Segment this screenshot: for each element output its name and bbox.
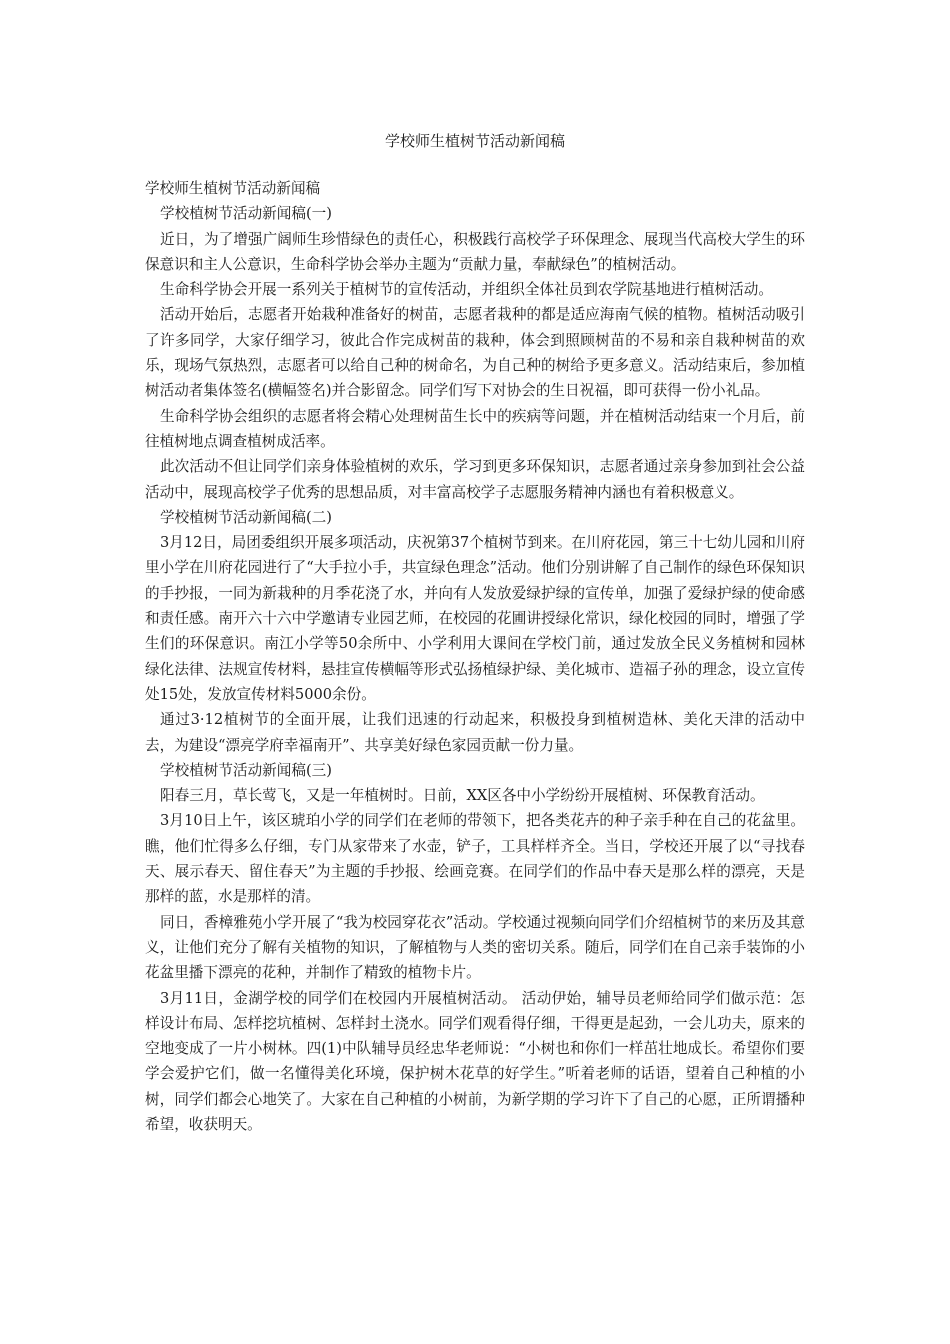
document-body xyxy=(145,176,805,1137)
paragraph: 阳春三月，草长莺飞，又是一年植树时。日前，XX区各中小学纷纷开展植树、环保教育活动。 xyxy=(160,787,765,805)
paragraph: 生命科学协会组织的志愿者将会精心处理树苗生长中的疾病等问题，并在植树活动结束一个月后，前往植树地点调查植树成活率。 xyxy=(145,407,805,450)
section-heading: 学校植树节活动新闻稿(三) xyxy=(160,761,332,779)
document-title: 学校师生植树节活动新闻稿 xyxy=(384,132,565,150)
paragraph: 3月11日，金湖学校的同学们在校园内开展植树活动。 活动伊始，辅导员老师给同学们做示范：怎样设计布局、怎样挖坑植树、怎样封土浇水。同学们观看得仔细，干得更是起劲，一会儿功夫，原来的空地变成了一片小树林。四(1)中队辅导员经忠华老师说：“小树也和你们一样茁壮地成长。希望你们要学会爱护它们，做一名懂得美化环境，保护树木花草的好学生。”听着老师的话语，望着自己种植的小树，同学们都会心地笑了。大家在自己种植的小树前，为新学期的学习许下了自己的心愿，正所谓播种希望，收获明天。 xyxy=(145,989,805,1133)
section-heading: 学校植树节活动新闻稿(二) xyxy=(160,508,332,526)
paragraph: 此次活动不但让同学们亲身体验植树的欢乐，学习到更多环保知识，志愿者通过亲身参加到社会公益活动中，展现高校学子优秀的思想品质，对丰富高校学子志愿服务精神内涵也有着积极意义。 xyxy=(145,458,805,501)
paragraph: 通过3·12植树节的全面开展，让我们迅速的行动起来，积极投身到植树造林、美化天津的活动中去，为建设“漂亮学府幸福南开”、共享美好绿色家园贡献一份力量。 xyxy=(145,711,805,754)
section-heading: 学校植树节活动新闻稿(一) xyxy=(160,205,332,223)
paragraph: 生命科学协会开展一系列关于植树节的宣传活动，并组织全体社员到农学院基地进行植树活动。 xyxy=(160,281,773,299)
paragraph: 同日，香樟雅苑小学开展了“我为校园穿花衣”活动。学校通过视频向同学们介绍植树节的来历及其意义，让他们充分了解有关植物的知识，了解植物与人类的密切关系。随后，同学们在自己亲手装饰的小花盆里播下漂亮的花种，并制作了精致的植物卡片。 xyxy=(145,913,805,982)
document-subtitle: 学校师生植树节活动新闻稿 xyxy=(145,180,321,197)
paragraph: 3月10日上午，该区琥珀小学的同学们在老师的带领下，把各类花卉的种子亲手种在自己的花盆里。瞧，他们忙得多么仔细，专门从家带来了水壶，铲子，工具样样齐全。当日，学校还开展了以“寻找春天、展示春天、留住春天”为主题的手抄报、绘画竞赛。在同学们的作品中春天是那么样的漂亮，天是那样的蓝，水是那样的清。 xyxy=(145,812,805,906)
paragraph: 3月12日，局团委组织开展多项活动，庆祝第37个植树节到来。在川府花园，第三十七幼儿园和川府里小学在川府花园进行了“大手拉小手，共宣绿色理念”活动。他们分别讲解了自己制作的绿色环保知识的手抄报，一同为新栽种的月季花浇了水，并向有人发放爱绿护绿的宣传单，加强了爱绿护绿的使命感和责任感。南开六十六中学邀请专业园艺师，在校园的花圃讲授绿化常识，绿化校园的同时，增强了学生们的环保意识。南江小学等50余所中、小学利用大课间在学校门前，通过发放全民义务植树和园林绿化法律、法规宣传材料，悬挂宣传横幅等形式弘扬植绿护绿、美化城市、造福子孙的理念，设立宣传处15处，发放宣传材料5000余份。 xyxy=(145,534,805,703)
paragraph: 近日，为了增强广阔师生珍惜绿色的责任心，积极践行高校学子环保理念、展现当代高校大学生的环保意识和主人公意识，生命科学协会举办主题为“贡献力量，奉献绿色”的植树活动。 xyxy=(145,230,805,273)
paragraph: 活动开始后，志愿者开始栽种准备好的树苗，志愿者栽种的都是适应海南气候的植物。植树活动吸引了许多同学，大家仔细学习，彼此合作完成树苗的栽种，体会到照顾树苗的不易和亲自栽种树苗的欢乐，现场气氛热烈，志愿者可以给自己种的树命名，为自己种的树给予更多意义。活动结束后，参加植树活动者集体签名(横幅签名)并合影留念。同学们写下对协会的生日祝福，即可获得一份小礼品。 xyxy=(145,306,805,400)
